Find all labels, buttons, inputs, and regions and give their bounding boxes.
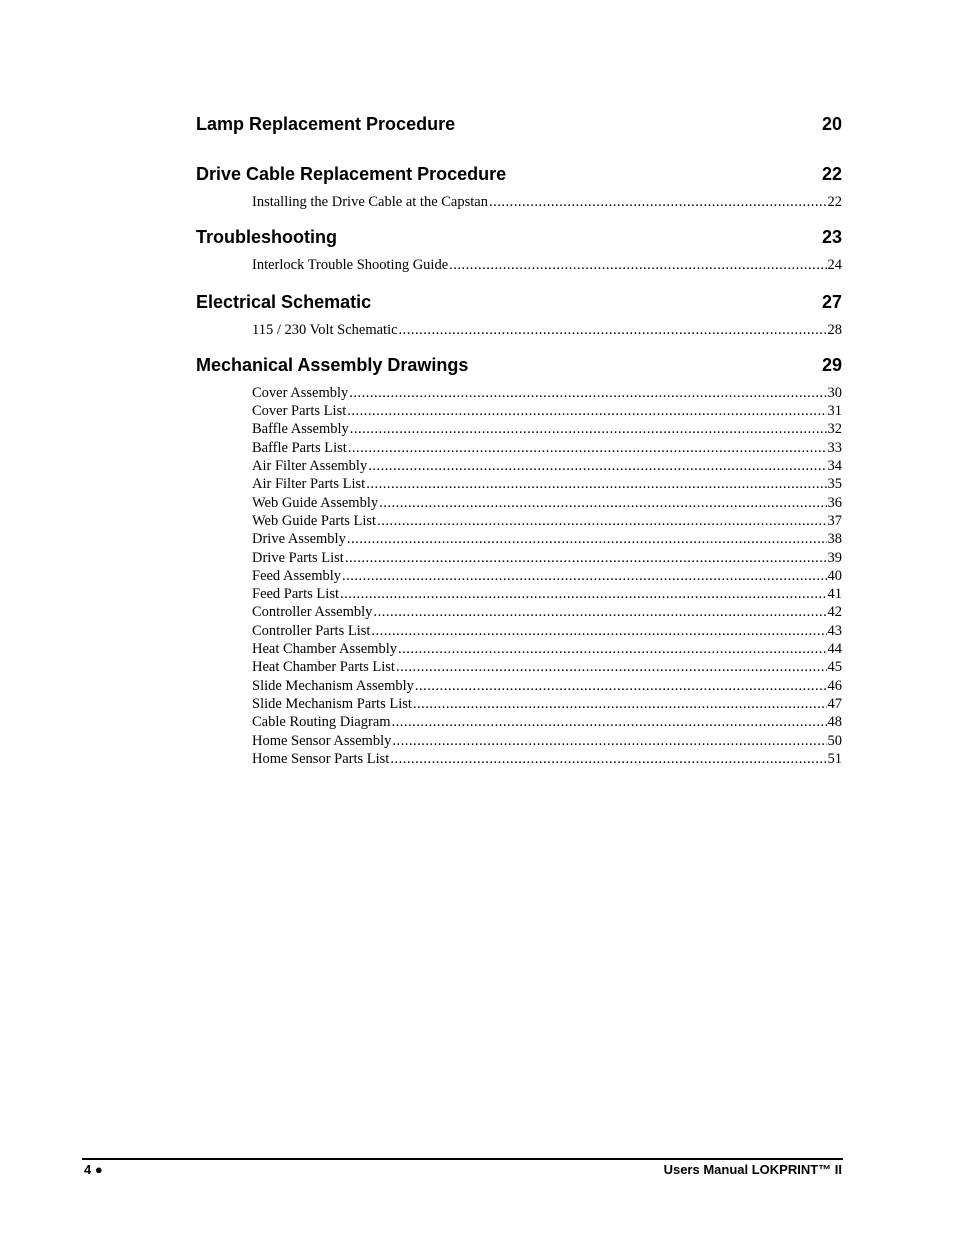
section-page-number: 27 (821, 291, 842, 312)
entry-page-number: 43 (827, 622, 842, 639)
entry-title: Slide Mechanism Parts List (252, 695, 412, 712)
entry-page-number: 46 (827, 677, 842, 694)
toc-entry[interactable] (252, 585, 842, 603)
entry-title: Feed Parts List (252, 586, 339, 603)
dot-leader (342, 567, 826, 585)
section-page-number: 20 (821, 114, 842, 134)
toc-entry[interactable] (252, 402, 842, 420)
toc-entry[interactable] (252, 695, 842, 713)
toc-section (196, 290, 842, 339)
entry-title: Heat Chamber Parts List (252, 659, 395, 676)
entry-title: Cover Assembly (252, 384, 349, 401)
dot-leader (399, 321, 827, 339)
toc-entry[interactable] (252, 420, 842, 438)
dot-leader (415, 677, 827, 695)
toc-entry[interactable] (252, 640, 842, 658)
toc-entry[interactable] (252, 567, 842, 585)
dot-leader (449, 256, 826, 274)
entry-page-number: 28 (827, 321, 842, 338)
toc-entry[interactable] (252, 750, 842, 768)
section-heading[interactable] (196, 112, 842, 136)
entry-title: Interlock Trouble Shooting Guide (252, 257, 449, 274)
entry-title: Feed Assembly (252, 567, 342, 584)
toc-entry[interactable] (252, 475, 842, 493)
entry-title: Baffle Parts List (252, 439, 347, 456)
toc-section (196, 225, 842, 274)
entry-page-number: 24 (827, 257, 842, 274)
toc-entry[interactable] (252, 321, 842, 339)
entry-title: 115 / 230 Volt Schematic (252, 321, 398, 338)
entry-page-number: 37 (827, 512, 842, 529)
section-title: Lamp Replacement Procedure (196, 114, 456, 134)
dot-leader (347, 530, 827, 548)
dot-leader (379, 494, 826, 512)
dot-leader (398, 640, 827, 658)
entry-title: Home Sensor Parts List (252, 750, 390, 767)
entry-page-number: 30 (827, 384, 842, 401)
toc-entry[interactable] (252, 384, 842, 402)
entry-page-number: 36 (827, 494, 842, 511)
entry-page-number: 31 (827, 403, 842, 420)
entry-title: Cover Parts List (252, 403, 347, 420)
entry-page-number: 47 (827, 695, 842, 712)
entry-page-number: 42 (827, 604, 842, 621)
dot-leader (396, 658, 827, 676)
dot-leader (348, 439, 827, 457)
entry-page-number: 48 (827, 714, 842, 731)
entry-title: Cable Routing Diagram (252, 714, 391, 731)
entry-page-number: 40 (827, 567, 842, 584)
toc-section (196, 162, 842, 211)
dot-leader (345, 549, 827, 567)
entry-page-number: 39 (827, 549, 842, 566)
entry-title: Drive Assembly (252, 531, 346, 548)
footer-page-number: 4 ● (84, 1162, 103, 1177)
entry-page-number: 35 (827, 476, 842, 493)
toc-section (196, 112, 842, 136)
entry-title: Controller Parts List (252, 622, 371, 639)
section-page-number: 22 (821, 164, 842, 184)
dot-leader (366, 475, 826, 493)
entry-title: Heat Chamber Assembly (252, 641, 397, 658)
footer-manual-title: Users Manual LOKPRINT™ II (663, 1162, 842, 1177)
toc-entry[interactable] (252, 530, 842, 548)
toc-entry[interactable] (252, 658, 842, 676)
dot-leader (392, 732, 826, 750)
toc-entry[interactable] (252, 439, 842, 457)
entry-title: Web Guide Assembly (252, 494, 379, 511)
entry-list (252, 321, 842, 339)
entry-page-number: 44 (827, 641, 842, 658)
entry-title: Controller Assembly (252, 604, 373, 621)
entry-page-number: 22 (827, 194, 842, 210)
entry-page-number: 33 (827, 439, 842, 456)
toc-entry[interactable] (252, 549, 842, 567)
toc-entry[interactable] (252, 677, 842, 695)
section-title: Troubleshooting (196, 227, 337, 248)
entry-page-number: 45 (827, 659, 842, 676)
entry-title: Baffle Assembly (252, 421, 349, 438)
dot-leader (377, 512, 826, 530)
footer-rule (82, 1158, 843, 1160)
dot-leader (373, 603, 826, 621)
toc-entry[interactable] (252, 256, 842, 274)
entry-page-number: 32 (827, 421, 842, 438)
section-heading[interactable] (196, 290, 842, 314)
section-title: Electrical Schematic (196, 291, 372, 312)
toc-entry[interactable] (252, 622, 842, 640)
dot-leader (340, 585, 827, 603)
entry-page-number: 51 (827, 750, 842, 767)
entry-title: Installing the Drive Cable at the Capstan (252, 194, 488, 210)
entry-title: Air Filter Assembly (252, 458, 368, 475)
dot-leader (350, 420, 827, 438)
dot-leader (368, 457, 826, 475)
dot-leader (371, 622, 826, 640)
entry-list (252, 384, 842, 768)
entry-page-number: 38 (827, 531, 842, 548)
toc-entry[interactable] (252, 457, 842, 475)
entry-title: Air Filter Parts List (252, 476, 366, 493)
entry-title: Slide Mechanism Assembly (252, 677, 414, 694)
entry-page-number: 34 (827, 458, 842, 475)
entry-page-number: 41 (827, 586, 842, 603)
table-of-contents (196, 112, 842, 768)
section-heading[interactable] (196, 162, 842, 186)
toc-entry[interactable] (252, 603, 842, 621)
entry-list (252, 256, 842, 274)
entry-title: Home Sensor Assembly (252, 732, 392, 749)
entry-list (252, 193, 842, 211)
dot-leader (392, 713, 827, 731)
dot-leader (489, 193, 827, 211)
entry-title: Web Guide Parts List (252, 512, 377, 529)
dot-leader (413, 695, 827, 713)
section-heading[interactable] (196, 353, 842, 377)
toc-entry[interactable] (252, 713, 842, 731)
dot-leader (349, 384, 826, 402)
toc-section (196, 353, 842, 768)
toc-entry[interactable] (252, 193, 842, 211)
dot-leader (390, 750, 826, 768)
entry-page-number: 50 (827, 732, 842, 749)
entry-title: Drive Parts List (252, 549, 344, 566)
toc-entry[interactable] (252, 512, 842, 530)
toc-entry[interactable] (252, 732, 842, 750)
section-title: Mechanical Assembly Drawings (196, 354, 469, 375)
toc-entry[interactable] (252, 494, 842, 512)
dot-leader (347, 402, 826, 420)
section-heading[interactable] (196, 225, 842, 249)
section-page-number: 23 (821, 227, 842, 248)
section-title: Drive Cable Replacement Procedure (196, 164, 507, 184)
section-page-number: 29 (821, 354, 842, 375)
